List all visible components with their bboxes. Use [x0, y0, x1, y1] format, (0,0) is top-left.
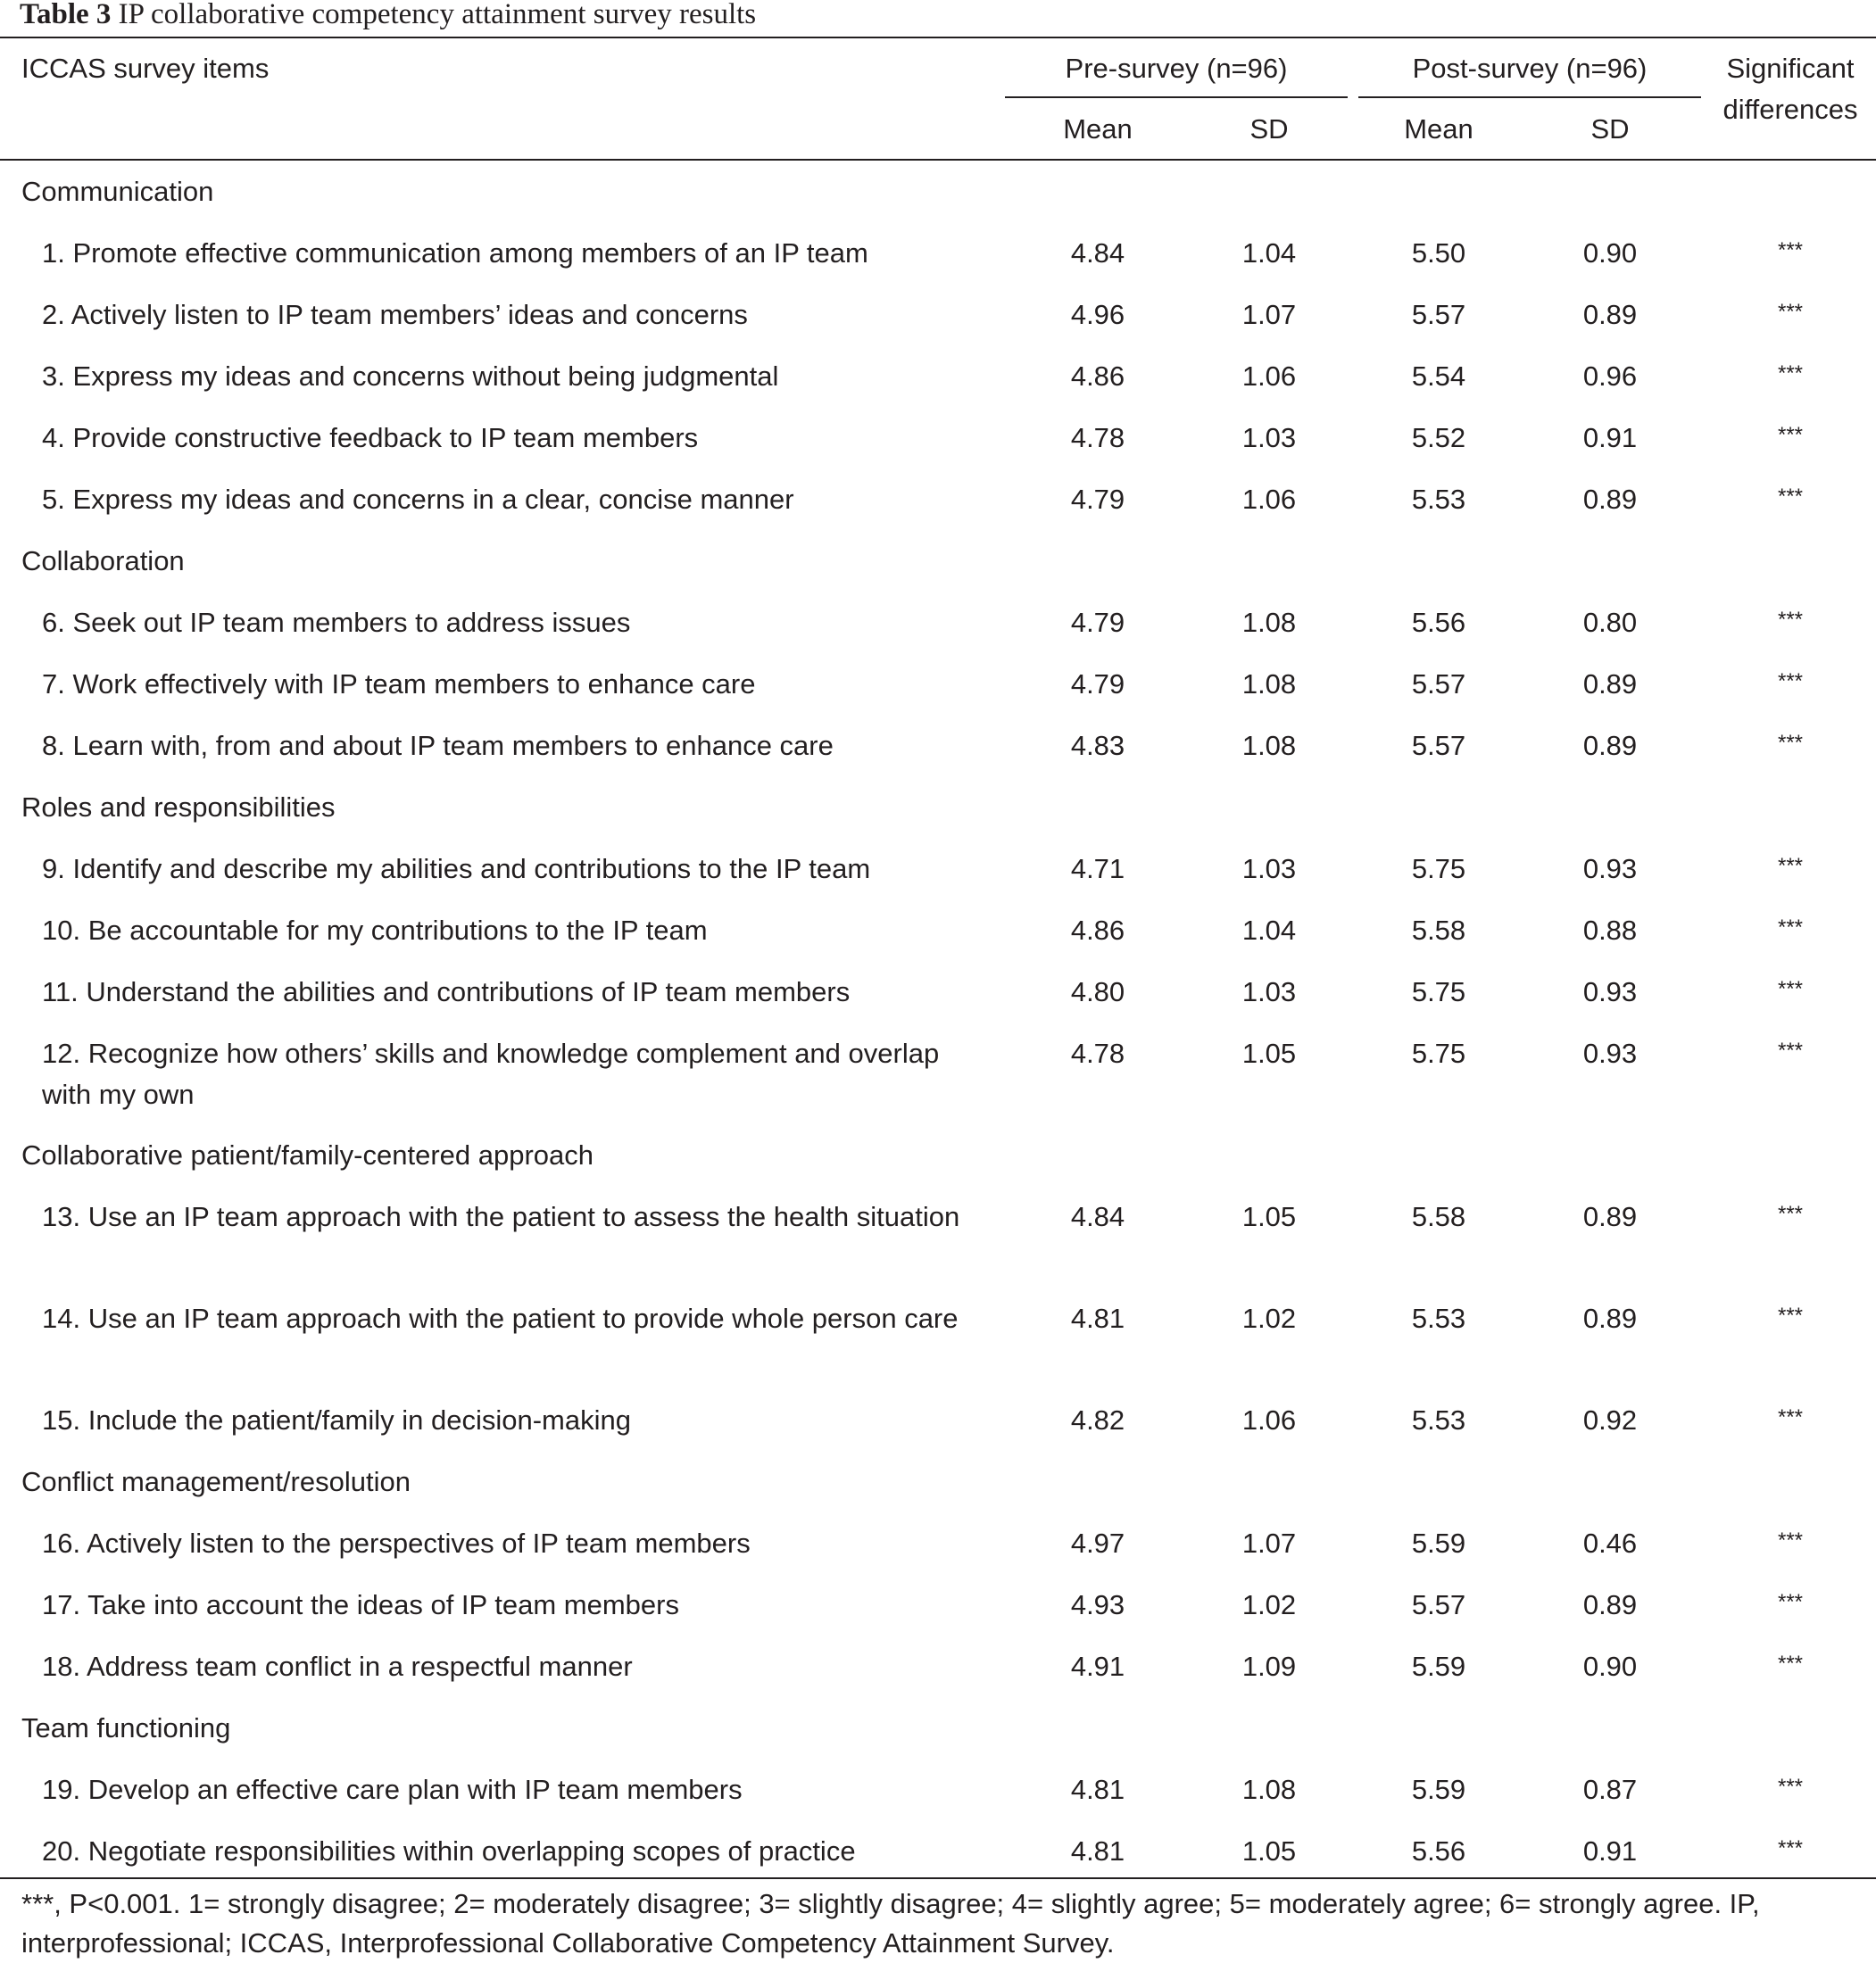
pre-sd-cell: 1.08: [1241, 607, 1297, 638]
item-label: 2. Actively listen to IP team members’ ideas and concerns: [42, 299, 748, 330]
header-significant-differences: Significant differences: [1722, 53, 1858, 125]
item-label: 17. Take into account the ideas of IP team members: [42, 1589, 679, 1620]
group-header-row: [0, 776, 1876, 838]
pre-mean-cell: 4.86: [1070, 360, 1125, 392]
group-label: Team functioning: [21, 1712, 231, 1744]
top-rule: [0, 37, 1876, 38]
significance-cell: ***: [1777, 977, 1804, 1001]
significance-cell: ***: [1777, 1039, 1804, 1063]
item-label: 3. Express my ideas and concerns without being judgmental: [42, 360, 779, 392]
header-pre-sd: SD: [1249, 113, 1289, 145]
table-row: [0, 653, 1876, 715]
significance-cell: ***: [1777, 669, 1804, 693]
post-mean-cell: 5.53: [1411, 1303, 1466, 1334]
post-mean-cell: 5.59: [1411, 1528, 1466, 1559]
table-body: [0, 161, 1876, 1882]
table-row: [0, 1023, 1876, 1124]
post-sd-cell: 0.80: [1582, 607, 1638, 638]
table-row: [0, 592, 1876, 653]
table-row: [0, 345, 1876, 407]
item-label: 18. Address team conflict in a respectful manner: [42, 1651, 633, 1682]
pre-sd-cell: 1.08: [1241, 668, 1297, 700]
pre-mean-cell: 4.84: [1070, 237, 1125, 269]
pre-sd-cell: 1.02: [1241, 1303, 1297, 1334]
pre-mean-cell: 4.83: [1070, 730, 1125, 761]
table-row: [0, 1820, 1876, 1882]
post-sd-cell: 0.87: [1582, 1774, 1638, 1805]
group-label: Collaborative patient/family-centered approach: [21, 1139, 594, 1171]
pre-sd-cell: 1.03: [1241, 853, 1297, 884]
significance-cell: ***: [1777, 854, 1804, 878]
post-sd-cell: 0.89: [1582, 1201, 1638, 1232]
pre-mean-cell: 4.84: [1070, 1201, 1125, 1232]
item-label: 5. Express my ideas and concerns in a clear, concise manner: [42, 484, 794, 515]
pre-mean-cell: 4.79: [1070, 668, 1125, 700]
pre-mean-cell: 4.91: [1070, 1651, 1125, 1682]
pre-sd-cell: 1.05: [1241, 1835, 1297, 1867]
post-sd-cell: 0.89: [1582, 299, 1638, 330]
pre-mean-cell: 4.97: [1070, 1528, 1125, 1559]
table-row: [0, 961, 1876, 1023]
post-sd-cell: 0.89: [1582, 1303, 1638, 1334]
item-label: 15. Include the patient/family in decision-making: [42, 1404, 631, 1436]
significance-cell: ***: [1777, 423, 1804, 447]
group-header-row: [0, 161, 1876, 222]
pre-mean-cell: 4.78: [1070, 1038, 1125, 1069]
bottom-rule: [0, 1877, 1876, 1879]
post-survey-underline: [1358, 96, 1701, 98]
pre-sd-cell: 1.07: [1241, 1528, 1297, 1559]
post-mean-cell: 5.56: [1411, 607, 1466, 638]
item-label: 12. Recognize how others’ skills and knowledge complement and overlap with my own: [42, 1038, 940, 1110]
item-label: 8. Learn with, from and about IP team members to enhance care: [42, 730, 834, 761]
pre-sd-cell: 1.03: [1241, 422, 1297, 453]
table-caption: [20, 0, 756, 34]
item-label: 10. Be accountable for my contributions to the IP team: [42, 915, 708, 946]
significance-cell: ***: [1777, 1304, 1804, 1328]
significance-cell: ***: [1777, 608, 1804, 632]
pre-mean-cell: 4.81: [1070, 1303, 1125, 1334]
group-header-row: [0, 1697, 1876, 1759]
pre-mean-cell: 4.80: [1070, 976, 1125, 1007]
post-sd-cell: 0.93: [1582, 1038, 1638, 1069]
table-row: [0, 407, 1876, 468]
group-label: Communication: [21, 176, 214, 207]
item-label: 16. Actively listen to the perspectives of IP team members: [42, 1528, 751, 1559]
header-items-column: ICCAS survey items: [21, 53, 270, 84]
table-row: [0, 1186, 1876, 1288]
significance-cell: ***: [1777, 1590, 1804, 1614]
item-label: 9. Identify and describe my abilities and contributions to the IP team: [42, 853, 871, 884]
post-mean-cell: 5.50: [1411, 237, 1466, 269]
pre-sd-cell: 1.06: [1241, 1404, 1297, 1436]
header-post-sd: SD: [1590, 113, 1630, 145]
significance-cell: ***: [1777, 361, 1804, 385]
post-sd-cell: 0.88: [1582, 915, 1638, 946]
header-pre-mean: Mean: [1063, 113, 1133, 145]
significance-cell: ***: [1777, 1202, 1804, 1226]
item-label: 19. Develop an effective care plan with IP team members: [42, 1774, 743, 1805]
post-mean-cell: 5.56: [1411, 1835, 1466, 1867]
item-label: 6. Seek out IP team members to address issues: [42, 607, 631, 638]
post-mean-cell: 5.52: [1411, 422, 1466, 453]
table-row: [0, 222, 1876, 284]
item-label: 14. Use an IP team approach with the patient to provide whole person care: [42, 1303, 959, 1334]
post-mean-cell: 5.53: [1411, 484, 1466, 515]
significance-cell: ***: [1777, 485, 1804, 509]
pre-sd-cell: 1.09: [1241, 1651, 1297, 1682]
table-row: [0, 1759, 1876, 1820]
post-sd-cell: 0.89: [1582, 484, 1638, 515]
pre-sd-cell: 1.05: [1241, 1038, 1297, 1069]
post-sd-cell: 0.46: [1582, 1528, 1638, 1559]
significance-cell: ***: [1777, 1652, 1804, 1676]
pre-mean-cell: 4.82: [1070, 1404, 1125, 1436]
post-mean-cell: 5.75: [1411, 853, 1466, 884]
pre-mean-cell: 4.78: [1070, 422, 1125, 453]
table-footnote: ***, P<0.001. 1= strongly disagree; 2= moderately disagree; 3= slightly disagree; 4= slightly agree; 5= moderately agree; 6= strongly agree. IP, interprofessional; ICCAS, Interprofessional Collaborative Competency Attainment Survey.: [21, 1888, 1760, 1959]
post-mean-cell: 5.54: [1411, 360, 1466, 392]
table-row: [0, 1512, 1876, 1574]
group-label: Collaboration: [21, 545, 185, 576]
table-row: [0, 838, 1876, 899]
post-sd-cell: 0.89: [1582, 1589, 1638, 1620]
pre-mean-cell: 4.71: [1070, 853, 1125, 884]
pre-mean-cell: 4.96: [1070, 299, 1125, 330]
significance-cell: ***: [1777, 1528, 1804, 1553]
table-row: [0, 1636, 1876, 1697]
pre-sd-cell: 1.06: [1241, 360, 1297, 392]
pre-mean-cell: 4.79: [1070, 607, 1125, 638]
pre-sd-cell: 1.02: [1241, 1589, 1297, 1620]
pre-survey-underline: [1005, 96, 1348, 98]
pre-sd-cell: 1.04: [1241, 915, 1297, 946]
table-row: [0, 468, 1876, 530]
table-row: [0, 1574, 1876, 1636]
item-label: 1. Promote effective communication among members of an IP team: [42, 237, 868, 269]
post-mean-cell: 5.57: [1411, 299, 1466, 330]
pre-mean-cell: 4.86: [1070, 915, 1125, 946]
table-row: [0, 284, 1876, 345]
significance-cell: ***: [1777, 1836, 1804, 1860]
item-label: 11. Understand the abilities and contributions of IP team members: [42, 976, 851, 1007]
pre-mean-cell: 4.93: [1070, 1589, 1125, 1620]
post-mean-cell: 5.57: [1411, 730, 1466, 761]
significance-cell: ***: [1777, 915, 1804, 940]
post-mean-cell: 5.53: [1411, 1404, 1466, 1436]
post-mean-cell: 5.57: [1411, 668, 1466, 700]
post-mean-cell: 5.75: [1411, 1038, 1466, 1069]
group-label: Conflict management/resolution: [21, 1466, 411, 1497]
group-label: Roles and responsibilities: [21, 791, 336, 823]
table-title: IP collaborative competency attainment survey results: [118, 0, 757, 30]
post-sd-cell: 0.93: [1582, 976, 1638, 1007]
post-mean-cell: 5.57: [1411, 1589, 1466, 1620]
post-mean-cell: 5.59: [1411, 1774, 1466, 1805]
significance-cell: ***: [1777, 1405, 1804, 1429]
post-sd-cell: 0.90: [1582, 1651, 1638, 1682]
post-mean-cell: 5.59: [1411, 1651, 1466, 1682]
item-label: 13. Use an IP team approach with the patient to assess the health situation: [42, 1201, 960, 1232]
pre-sd-cell: 1.08: [1241, 1774, 1297, 1805]
item-label: 7. Work effectively with IP team members to enhance care: [42, 668, 756, 700]
pre-sd-cell: 1.08: [1241, 730, 1297, 761]
group-header-row: [0, 1124, 1876, 1186]
significance-cell: ***: [1777, 238, 1804, 262]
post-sd-cell: 0.92: [1582, 1404, 1638, 1436]
pre-mean-cell: 4.81: [1070, 1835, 1125, 1867]
post-mean-cell: 5.58: [1411, 915, 1466, 946]
table-row: [0, 1389, 1876, 1451]
item-label: 4. Provide constructive feedback to IP team members: [42, 422, 699, 453]
pre-mean-cell: 4.81: [1070, 1774, 1125, 1805]
pre-sd-cell: 1.05: [1241, 1201, 1297, 1232]
pre-mean-cell: 4.79: [1070, 484, 1125, 515]
significance-cell: ***: [1777, 300, 1804, 324]
post-sd-cell: 0.93: [1582, 853, 1638, 884]
pre-sd-cell: 1.07: [1241, 299, 1297, 330]
significance-cell: ***: [1777, 731, 1804, 755]
header-post-survey: Post-survey (n=96): [1412, 53, 1648, 84]
post-sd-cell: 0.90: [1582, 237, 1638, 269]
post-sd-cell: 0.89: [1582, 730, 1638, 761]
post-sd-cell: 0.89: [1582, 668, 1638, 700]
post-mean-cell: 5.58: [1411, 1201, 1466, 1232]
post-mean-cell: 5.75: [1411, 976, 1466, 1007]
table-label: Table 3: [20, 0, 112, 30]
group-header-row: [0, 1451, 1876, 1512]
table-row: [0, 1288, 1876, 1389]
table-row: [0, 715, 1876, 776]
group-header-row: [0, 530, 1876, 592]
post-sd-cell: 0.91: [1582, 1835, 1638, 1867]
pre-sd-cell: 1.06: [1241, 484, 1297, 515]
post-sd-cell: 0.96: [1582, 360, 1638, 392]
pre-sd-cell: 1.03: [1241, 976, 1297, 1007]
header-pre-survey: Pre-survey (n=96): [1065, 53, 1288, 84]
pre-sd-cell: 1.04: [1241, 237, 1297, 269]
header-post-mean: Mean: [1404, 113, 1473, 145]
item-label: 20. Negotiate responsibilities within overlapping scopes of practice: [42, 1835, 856, 1867]
significance-cell: ***: [1777, 1775, 1804, 1799]
post-sd-cell: 0.91: [1582, 422, 1638, 453]
table-row: [0, 899, 1876, 961]
